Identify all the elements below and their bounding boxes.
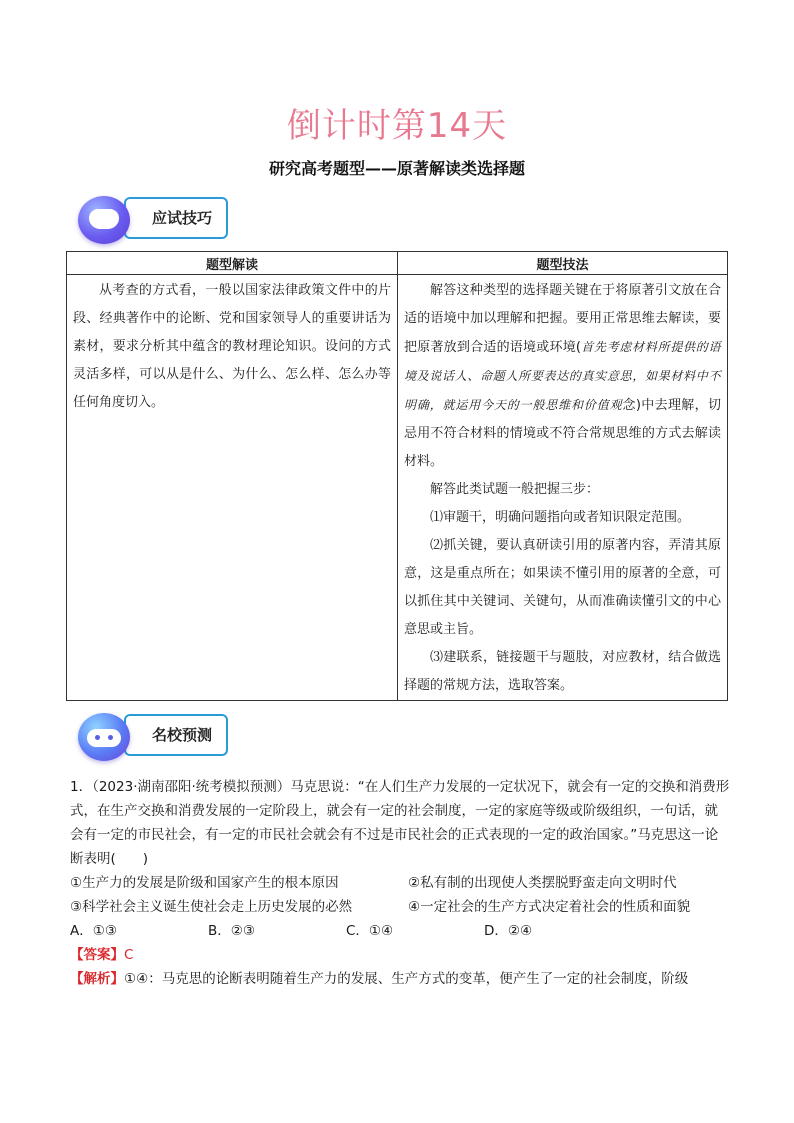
analysis-label: 【解析】 [70, 971, 124, 987]
table-header-method: 题型技法 [398, 252, 728, 275]
method-paragraph-1 [404, 277, 721, 476]
option-2: ②私有制的出现使人类摆脱野蛮走向文明时代 [408, 875, 677, 891]
method-step-1: ⑴审题干，明确问题指向或者知识限定范围。 [430, 510, 691, 525]
option-4: ④一定社会的生产方式决定着社会的性质和面貌 [408, 899, 691, 915]
option-3: ③科学社会主义诞生使社会走上历史发展的必然 [70, 899, 353, 915]
method-paragraph-2: 解答此类试题一般把握三步： [430, 482, 600, 497]
choice-c: C．①④ [346, 923, 394, 939]
table-cell-method [398, 275, 728, 701]
option-row-2 [70, 895, 730, 919]
dove-icon [78, 196, 130, 244]
page-subtitle: 研究高考题型——原著解读类选择题 [268, 159, 525, 178]
choice-d: D．②④ [484, 923, 533, 939]
interpretation-text: 从考查的方式看，一般以国家法律政策文件中的片段、经典著作中的论断、党和国家领导人的重要讲话为素材，要求分析其中蕴含的教材理论知识。设问的方式灵活多样，可以从是什么、为什么、怎么样、怎么办等任何角度切入。 [73, 283, 391, 410]
answer-choices [70, 919, 730, 943]
method-step-3: ⑶建联系，链接题干与题肢，对应教材，结合做选择题的常规方法，选取答案。 [404, 650, 721, 693]
choice-a: A．①③ [70, 923, 117, 939]
answer-value: C [124, 947, 134, 963]
method-text-cont: 念)中去理解，切忌用不符合材料的情境或不符合常规思维的方式去解读材料。 [404, 398, 721, 469]
method-text: 解答这种类型的选择题关键在于将原著引文放在合适的语境中加以理解和把握。要用正常思维去解读，要把原著放到合适的语境或环境( [404, 283, 721, 355]
question-block [70, 775, 730, 991]
option-row-1 [70, 871, 730, 895]
answer-line [70, 943, 730, 967]
section-label: 应试技巧 [124, 197, 228, 239]
method-step-2: ⑵抓关键，要认真研读引用的原著内容，弄清其原意，这是重点所在；如果读不懂引用的原著的全意，可以抓住其中关键词、关键句，从而准确读懂引文的中心意思或主旨。 [404, 538, 721, 637]
section-header-exam-tips [78, 196, 238, 246]
section-label: 名校预测 [124, 714, 228, 756]
technique-table [66, 251, 728, 701]
table-header-interpretation: 题型解读 [67, 252, 398, 275]
table-cell-interpretation [67, 275, 398, 701]
choice-b: B．②③ [208, 923, 255, 939]
robot-icon [78, 713, 130, 761]
method-note: 首先考虑材料所提供的语境及说话人、命题人所要表达的真实意思，如果材料中不明确，就运用今天的一般思维和价值观 [404, 340, 721, 412]
section-header-predictions [78, 713, 238, 763]
option-1: ①生产力的发展是阶级和国家产生的根本原因 [70, 875, 339, 891]
answer-label: 【答案】 [70, 947, 124, 963]
analysis-text: ①④：马克思的论断表明随着生产力的发展、生产方式的变革，便产生了一定的社会制度，阶级 [124, 971, 689, 987]
analysis-line [70, 967, 730, 991]
question-stem: 1．（2023·湖南邵阳·统考模拟预测）马克思说：“在人们生产力发展的一定状况下，就会有一定的交换和消费形式，在生产交换和消费发展的一定阶段上，就会有一定的社会制度，一定的家庭等级或阶级组织，一句话，就会有一定的市民社会，有一定的市民社会就会有不过是市民社会的正式表现的一定的政治国家。”马克思这一论断表明( ) [70, 779, 730, 867]
page-title: 倒计时第14天 [286, 106, 508, 146]
